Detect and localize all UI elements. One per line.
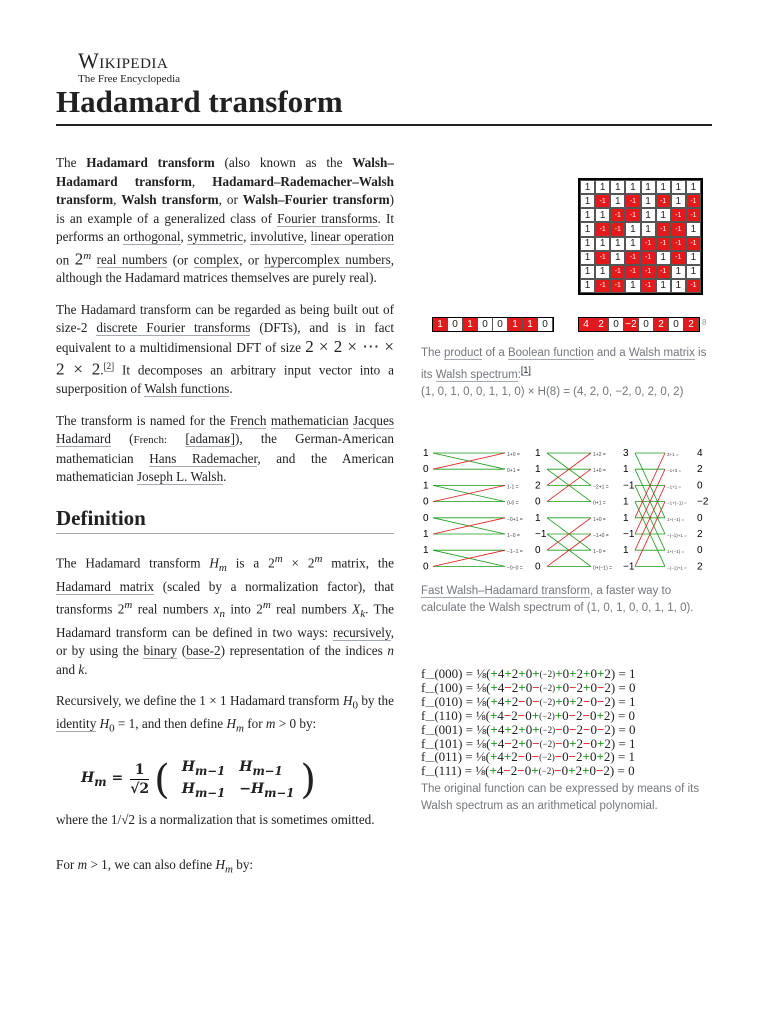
- link-product[interactable]: product: [444, 347, 483, 359]
- stage1-label: 1−0 =: [507, 533, 520, 539]
- matrix-cell: -1: [625, 208, 640, 222]
- matrix-cell: 1: [580, 180, 595, 194]
- stage2-value: 1: [623, 496, 629, 508]
- stage2-label: −2+1 =: [593, 484, 609, 491]
- stage1-label: 0-0 =: [507, 500, 519, 507]
- stage2-label: 1+0 =: [593, 516, 606, 523]
- matrix-cell: 1: [580, 237, 595, 251]
- matrix-cell: -1: [656, 194, 671, 208]
- link-joseph-walsh[interactable]: Joseph L. Walsh: [136, 469, 224, 485]
- matrix-cell: -1: [595, 279, 610, 293]
- matrix-cell: 1: [641, 222, 656, 236]
- matrix-cell: 1: [671, 279, 686, 293]
- matrix-cell: 1: [671, 265, 686, 279]
- matrix-cell: -1: [656, 265, 671, 279]
- matrix-cell: 1: [625, 237, 640, 251]
- stage1-value: 2: [535, 480, 541, 492]
- walsh-matrix-figure[interactable]: [578, 178, 703, 295]
- matrix-cell: -1: [671, 237, 686, 251]
- stage2-value: −1: [623, 480, 635, 492]
- matrix-cell: 1: [656, 279, 671, 293]
- input-value: 1: [423, 480, 429, 492]
- input-value: 1: [423, 448, 429, 459]
- matrix-cell: -1: [671, 251, 686, 265]
- input-vector-figure: [432, 317, 554, 332]
- matrix-cell: -1: [610, 279, 625, 293]
- matrix-cell: 1: [580, 279, 595, 293]
- stage1-label: 0+1 =: [507, 468, 520, 475]
- stage1-label: −1−1 =: [507, 549, 523, 556]
- polynomial-row: f__(011) = ⅛( + 4 + 2 − 0 − (−2) − 0 − 2 + 0 + 2) = 1: [421, 749, 636, 765]
- matrix-cell: 1: [580, 194, 595, 208]
- vector-cell: 1: [433, 318, 448, 331]
- stage2-value: 1: [623, 512, 629, 524]
- output-value: 2: [697, 529, 703, 540]
- matrix-cell: 1: [595, 237, 610, 251]
- matrix-cell: -1: [610, 222, 625, 236]
- vector-cell: 0: [639, 318, 654, 331]
- matrix-cell: -1: [625, 251, 640, 265]
- citation-2[interactable]: [2]: [103, 361, 115, 372]
- stage3-label: 1+(−1) =: [667, 549, 685, 555]
- stage3-label: −(−1)+1 =: [667, 533, 687, 538]
- intro-paragraph-1: The Hadamard transform (also known as the Walsh–Hadamard transform, Hadamard–Rademacher–Walsh transform, Walsh transform, or Walsh–Fourier transform) is an example of a generalized class of Fourier transforms. It performs an orthogonal, symmetric, involutive, linear operation on 2$^m$ real numbers (or complex, or hypercomplex numbers, although the Hadamard matrices themselves are purely real).: [56, 155, 394, 286]
- stage2-label: −1+0 =: [593, 533, 609, 539]
- stage3-label: 3+1 =: [667, 452, 679, 457]
- intro-paragraph-3: The transform is named for the French mathematician Jacques Hadamard (French: [adamaʁ]), the German-American mathematician Hans Rademacher, and the American mathematician Joseph L. Walsh.: [56, 412, 395, 485]
- output-value: −2: [697, 496, 709, 508]
- output-value: 4: [697, 448, 703, 459]
- stage2-label: 1+2 =: [593, 452, 606, 458]
- matrix-cell: 1: [686, 222, 701, 236]
- stage2-label: 0+(−1) =: [593, 565, 613, 572]
- matrix-cell: -1: [595, 251, 610, 265]
- output-value: 2: [697, 464, 703, 476]
- vector-cell: 2: [654, 318, 669, 331]
- link-hans-rademacher[interactable]: Hans Rademacher: [149, 450, 258, 466]
- matrix-cell: -1: [641, 251, 656, 265]
- main-column: [56, 154, 394, 892]
- matrix-cell: 1: [580, 265, 595, 279]
- page-title: Hadamard transform: [56, 84, 343, 119]
- link-recursively[interactable]: recursively: [332, 624, 391, 640]
- link-real-numbers[interactable]: real numbers: [96, 251, 168, 267]
- matrix-cell: -1: [671, 208, 686, 222]
- matrix-cell: 1: [656, 208, 671, 222]
- matrix-cell: 1: [641, 180, 656, 194]
- input-value: 1: [423, 545, 429, 557]
- input-value: 0: [423, 561, 429, 573]
- output-value: 0: [697, 512, 703, 524]
- stage1-value: 1: [535, 464, 541, 476]
- link-french[interactable]: French: [229, 412, 267, 428]
- stage2-label: 0+1 =: [593, 500, 606, 507]
- matrix-cell: -1: [686, 279, 701, 293]
- link-walsh-spectrum[interactable]: Walsh spectrum: [435, 368, 518, 381]
- matrix-cell: -1: [686, 208, 701, 222]
- matrix-cell: 1: [625, 222, 640, 236]
- stage1-label: −0+1 =: [507, 516, 523, 523]
- stage1-value: 0: [535, 561, 541, 573]
- input-value: 0: [423, 512, 429, 524]
- link-dft[interactable]: discrete Fourier transforms: [96, 320, 251, 336]
- link-binary[interactable]: binary: [143, 643, 178, 659]
- stage1-value: 1: [535, 512, 541, 524]
- matrix-cell: -1: [610, 208, 625, 222]
- matrix-cell: 1: [656, 251, 671, 265]
- link-identity[interactable]: identity: [56, 716, 97, 732]
- stage1-value: 0: [535, 545, 541, 557]
- link-boolean-function[interactable]: Boolean function: [507, 347, 594, 359]
- polynomial-row: f__(000) = ⅛( + 4 + 2 + 0 + (−2) + 0 + 2 + 0 + 2) = 1: [421, 666, 636, 681]
- stage2-value: −1: [623, 561, 635, 573]
- output-scale-label: 8: [702, 318, 707, 327]
- stage2-label: 1+0 =: [593, 468, 606, 475]
- vector-cell: 0: [448, 318, 463, 331]
- link-mathematician[interactable]: mathematician: [270, 412, 349, 428]
- link-complex[interactable]: complex: [193, 251, 240, 267]
- matrix-cell: 1: [610, 251, 625, 265]
- section-heading-definition: Definition: [56, 509, 394, 535]
- definition-paragraph-3: where the 1/√2 is a normalization that is sometimes omitted.: [56, 812, 375, 828]
- matrix-cell: 1: [671, 180, 686, 194]
- stage2-value: 3: [623, 448, 629, 459]
- stage1-label: −0−0 =: [507, 565, 523, 572]
- matrix-cell: 1: [686, 180, 701, 194]
- matrix-cell: -1: [641, 265, 656, 279]
- matrix-cell: 1: [580, 208, 595, 222]
- definition-paragraph-4: For m > 1, we can also define $H_m$ by:: [56, 856, 254, 876]
- intro-paragraph-2: The Hadamard transform can be regarded as being built out of size-2 discrete Fourier transforms (DFTs), and is in fact equivalent to a multidimensional DFT of size 2 × 2 × ⋯ × 2 × 2.[2] It decomposes an arbitrary input vector into a superposition of Walsh functions.: [56, 301, 394, 397]
- matrix-cell: -1: [641, 279, 656, 293]
- matrix-cell: 1: [641, 194, 656, 208]
- matrix-cell: 1: [580, 222, 595, 236]
- definition-paragraph-1: The Hadamard transform $H_m$ is a $2^m \times 2^m$ matrix, the Hadamard matrix (scaled by a normalization factor), that transforms 2$^m$ real numbers $x_n$ into 2$^m$ real numbers $X_k$. The Hadamard transform can be defined in two ways: recursively, or by using the binary (base-2) representation of the indices n and k.: [56, 553, 395, 677]
- matrix-cell: 1: [686, 265, 701, 279]
- matrix-cell: -1: [595, 222, 610, 236]
- input-value: 0: [423, 464, 429, 476]
- vector-cell: 2: [684, 318, 699, 331]
- input-value: 0: [423, 496, 429, 508]
- matrix-cell: -1: [656, 237, 671, 251]
- polynomial-row: f__(110) = ⅛( + 4 − 2 − 0 + (−2) + 0 − 2 − 0 + 2) = 0: [421, 707, 636, 723]
- polynomial-row: f__(111) = ⅛( + 4 − 2 − 0 + (−2) − 0 + 2 + 0 − 2) = 0: [421, 763, 635, 779]
- link-involutive[interactable]: involutive: [250, 229, 304, 244]
- matrix-cell: 1: [595, 208, 610, 222]
- link-jacques-hadamard[interactable]: Jacques Hadamard: [56, 412, 395, 447]
- link-walsh-matrix[interactable]: Walsh matrix: [628, 347, 695, 359]
- matrix-cell: -1: [625, 265, 640, 279]
- link-linear-operation[interactable]: linear operation: [310, 229, 394, 244]
- matrix-cell: -1: [625, 194, 640, 208]
- polynomial-row: f__(100) = ⅛( + 4 − 2 + 0 − (−2) + 0 − 2 + 0 − 2) = 0: [421, 679, 636, 695]
- vector-cell: 0: [493, 318, 508, 331]
- matrix-cell: 1: [610, 194, 625, 208]
- stage2-label: 1−0 =: [593, 549, 606, 556]
- fast-walsh-hadamard-diagram[interactable]: [421, 448, 711, 580]
- vector-cell: 1: [463, 318, 478, 331]
- matrix-cell: -1: [671, 222, 686, 236]
- stage1-label: 1-1 =: [507, 484, 519, 491]
- stage3-label: −(−1)+1 =: [667, 565, 687, 571]
- stage1-value: 0: [535, 496, 541, 508]
- polynomial-row: f__(001) = ⅛( + 4 + 2 + 0 + (−2) − 0 − 2 − 0 − 2) = 0: [421, 721, 636, 737]
- matrix-cell: -1: [595, 194, 610, 208]
- output-value: 0: [697, 480, 703, 492]
- polynomial-row: f__(101) = ⅛( + 4 − 2 + 0 − (−2) − 0 + 2 − 0 + 2) = 1: [421, 735, 636, 751]
- vector-cell: 2: [594, 318, 609, 331]
- vector-cell: −2: [624, 318, 639, 331]
- matrix-cell: 1: [595, 265, 610, 279]
- stage3-label: −1+(−1) =: [667, 500, 687, 506]
- vector-cell: 4: [579, 318, 594, 331]
- link-symmetric[interactable]: symmetric: [187, 229, 244, 244]
- matrix-cell: 1: [625, 279, 640, 293]
- link-fast-walsh-hadamard-transform[interactable]: Fast Walsh–Hadamard transform: [421, 585, 590, 597]
- wikipedia-wordmark[interactable]: [78, 50, 180, 85]
- stage1-value: 1: [535, 448, 541, 459]
- output-vector-figure: [578, 317, 700, 332]
- vector-cell: 0: [538, 318, 553, 331]
- link-fourier-transforms[interactable]: Fourier transforms: [277, 210, 378, 226]
- matrix-cell: -1: [686, 194, 701, 208]
- polynomial-row: f__(010) = ⅛( + 4 + 2 − 0 − (−2) + 0 + 2 − 0 − 2) = 1: [421, 693, 636, 709]
- matrix-cell: 1: [656, 180, 671, 194]
- stage2-value: 1: [623, 464, 629, 476]
- link-base-2[interactable]: base-2: [186, 643, 221, 659]
- matrix-cell: 1: [595, 180, 610, 194]
- matrix-cell: 1: [671, 194, 686, 208]
- vector-cell: 1: [523, 318, 538, 331]
- vector-cell: 0: [478, 318, 493, 331]
- recursive-formula: $H_m$ = 1 √2 ( $H_{m-1}$ $H_{m-1}$ $H_{m-1}$ $-H_{m-1}$ ): [81, 756, 316, 803]
- wordmark-text: Wikipedia: [78, 48, 169, 73]
- figure3-caption: The original function can be expressed by means of its Walsh spectrum as an arithmetical polynomial.: [421, 783, 700, 812]
- matrix-cell: 1: [610, 180, 625, 194]
- link-walsh-functions[interactable]: Walsh functions: [144, 381, 230, 397]
- link-ipa[interactable]: [adamaʁ]: [185, 431, 235, 447]
- link-hypercomplex-numbers[interactable]: hypercomplex numbers: [264, 251, 391, 267]
- tagline: The Free Encyclopedia: [78, 73, 181, 85]
- matrix-cell: 1: [580, 251, 595, 265]
- stage3-label: −1+3 =: [667, 468, 682, 474]
- stage2-value: −1: [623, 529, 635, 540]
- figure2-caption: Fast Walsh–Hadamard transform, a faster way to calculate the Walsh spectrum of (1, 0, 1, 0, 0, 1, 1, 0).: [421, 585, 694, 614]
- title-divider: [56, 124, 712, 126]
- matrix-cell: 1: [610, 237, 625, 251]
- figure1-caption: The product of a Boolean function and a Walsh matrix is its Walsh spectrum:[1] (1, 0, 1, 0, 0, 1, 1, 0) × H(8) = (4, 2, 0, −2, 0, 2, 0, 2): [421, 347, 707, 398]
- input-value: 1: [423, 529, 429, 540]
- output-value: 0: [697, 545, 703, 557]
- stage2-value: 1: [623, 545, 629, 557]
- vector-cell: 0: [609, 318, 624, 331]
- matrix-cell: 1: [625, 180, 640, 194]
- matrix-cell: -1: [656, 222, 671, 236]
- matrix-cell: -1: [686, 237, 701, 251]
- stage1-value: −1: [535, 529, 547, 540]
- arithmetic-polynomial-figure[interactable]: [421, 668, 711, 779]
- matrix-cell: -1: [641, 237, 656, 251]
- vector-cell: 1: [508, 318, 523, 331]
- stage3-label: 1+(−1) =: [667, 516, 685, 522]
- vector-cell: 0: [669, 318, 684, 331]
- matrix-cell: 1: [686, 251, 701, 265]
- link-hadamard-matrix[interactable]: Hadamard matrix: [56, 578, 155, 594]
- link-orthogonal[interactable]: orthogonal: [123, 229, 181, 244]
- matrix-cell: 1: [641, 208, 656, 222]
- matrix-cell: -1: [610, 265, 625, 279]
- citation-1[interactable]: [1]: [520, 365, 531, 375]
- stage1-label: 1+0 =: [507, 452, 520, 458]
- output-value: 2: [697, 561, 703, 573]
- stage3-label: −1+1 =: [667, 484, 682, 490]
- definition-paragraph-2: Recursively, we define the 1 × 1 Hadamard transform $H_0$ by the identity $H_0 = 1$, and then define $H_m$ for m > 0 by:: [56, 693, 394, 736]
